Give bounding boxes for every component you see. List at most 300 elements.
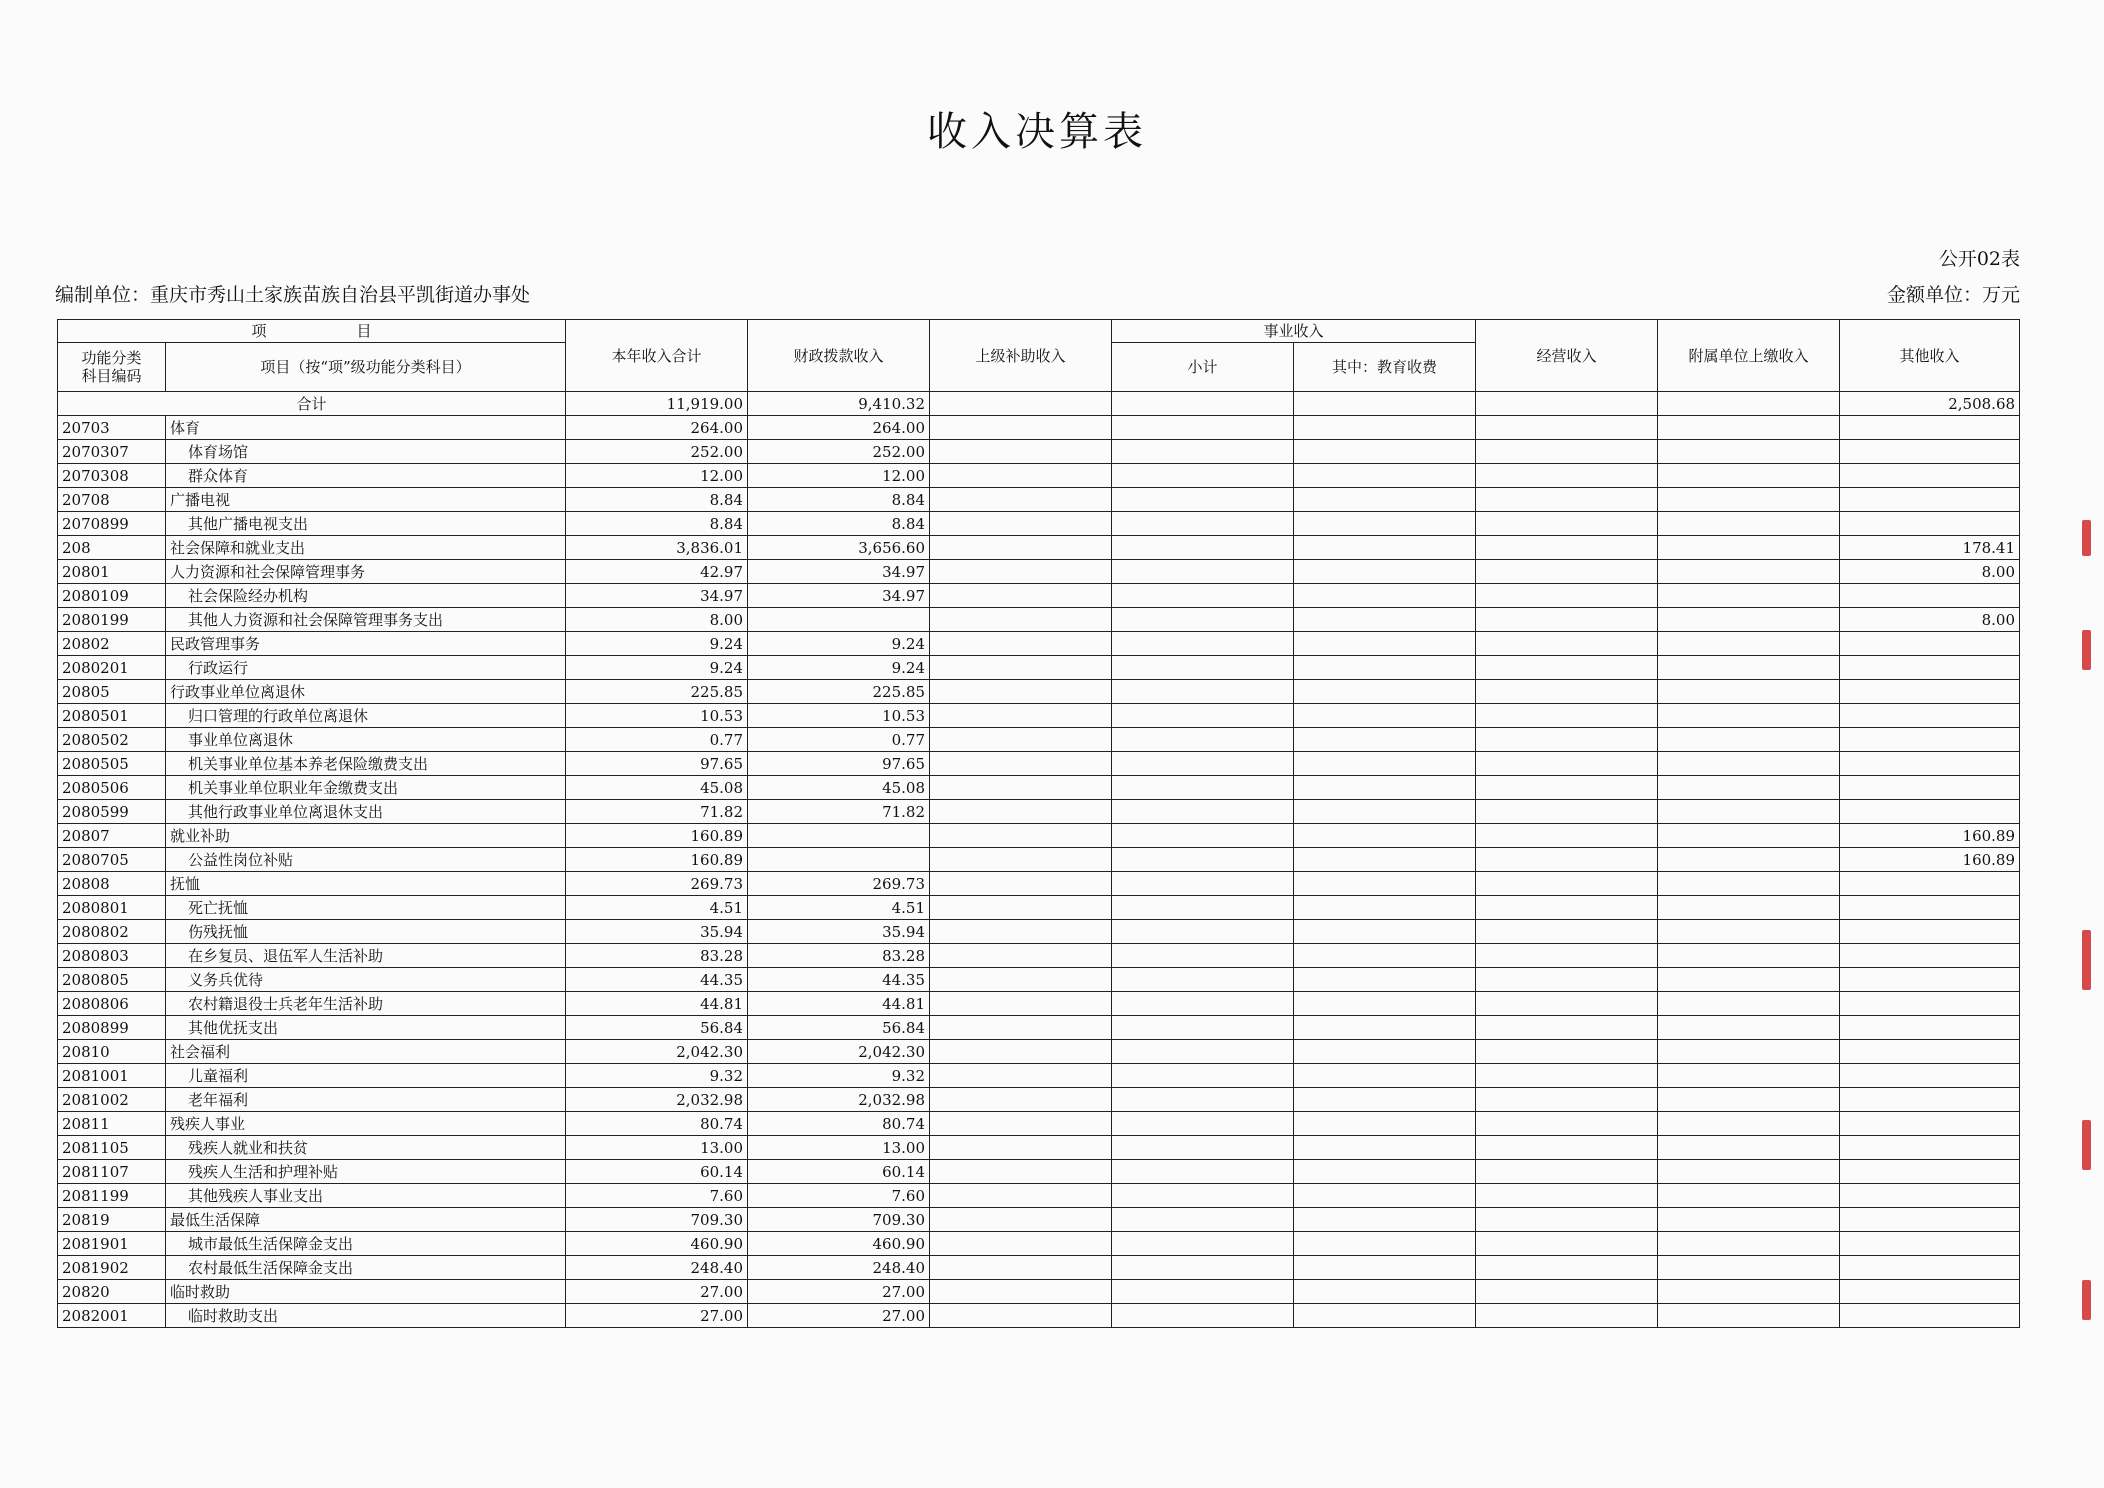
row-other-cell xyxy=(1840,1016,2020,1040)
row-name-cell: 群众体育 xyxy=(166,464,566,488)
row-fiscal-cell: 460.90 xyxy=(748,1232,930,1256)
table-row xyxy=(58,512,2020,536)
row-other-cell xyxy=(1840,1136,2020,1160)
row-edu-cell xyxy=(1294,1040,1476,1064)
row-edu-cell xyxy=(1294,536,1476,560)
row-other-cell xyxy=(1840,1088,2020,1112)
table-row xyxy=(58,776,2020,800)
row-total-cell: 0.77 xyxy=(566,728,748,752)
row-edu-cell xyxy=(1294,1016,1476,1040)
row-superior-cell xyxy=(930,1256,1112,1280)
row-total-cell: 27.00 xyxy=(566,1304,748,1328)
row-total-cell: 4.51 xyxy=(566,896,748,920)
table-row xyxy=(58,464,2020,488)
row-fiscal-cell xyxy=(748,824,930,848)
row-superior-cell xyxy=(930,608,1112,632)
row-operating-cell xyxy=(1476,752,1658,776)
row-name-cell: 儿童福利 xyxy=(166,1064,566,1088)
table-row xyxy=(58,1088,2020,1112)
row-fiscal-cell: 60.14 xyxy=(748,1160,930,1184)
row-edu-cell xyxy=(1294,488,1476,512)
table-row xyxy=(58,416,2020,440)
row-affiliated-cell xyxy=(1658,1304,1840,1328)
row-name-cell: 体育 xyxy=(166,416,566,440)
row-edu-cell xyxy=(1294,608,1476,632)
seal-fragment xyxy=(2082,930,2091,990)
row-affiliated-cell xyxy=(1658,704,1840,728)
row-operating-cell xyxy=(1476,584,1658,608)
row-total-cell: 264.00 xyxy=(566,416,748,440)
row-operating-cell xyxy=(1476,632,1658,656)
total-label: 合计 xyxy=(58,392,566,416)
row-affiliated-cell xyxy=(1658,1016,1840,1040)
row-total-cell: 27.00 xyxy=(566,1280,748,1304)
other-income-header: 其他收入 xyxy=(1840,320,2020,392)
row-subtotal-cell xyxy=(1112,800,1294,824)
row-total-cell: 9.24 xyxy=(566,656,748,680)
row-superior-cell xyxy=(930,1208,1112,1232)
row-other-cell xyxy=(1840,680,2020,704)
row-subtotal-cell xyxy=(1112,512,1294,536)
row-superior-cell xyxy=(930,800,1112,824)
total-income-header: 本年收入合计 xyxy=(566,320,748,392)
row-fiscal-cell: 97.65 xyxy=(748,752,930,776)
preparing-unit: 编制单位：重庆市秀山土家族苗族自治县平凯街道办事处 xyxy=(55,284,531,306)
row-other-cell xyxy=(1840,968,2020,992)
table-row xyxy=(58,824,2020,848)
row-operating-cell xyxy=(1476,1088,1658,1112)
table-row xyxy=(58,1208,2020,1232)
row-name-cell: 机关事业单位基本养老保险缴费支出 xyxy=(166,752,566,776)
row-superior-cell xyxy=(930,1040,1112,1064)
row-edu-cell xyxy=(1294,848,1476,872)
table-row xyxy=(58,608,2020,632)
table-row xyxy=(58,1184,2020,1208)
row-edu-cell xyxy=(1294,1208,1476,1232)
row-fiscal-cell: 252.00 xyxy=(748,440,930,464)
row-superior-cell xyxy=(930,1232,1112,1256)
row-code-cell: 20802 xyxy=(58,632,166,656)
row-code-cell: 2080506 xyxy=(58,776,166,800)
table-row xyxy=(58,1040,2020,1064)
row-operating-cell xyxy=(1476,416,1658,440)
row-edu-cell xyxy=(1294,560,1476,584)
row-fiscal-cell: 83.28 xyxy=(748,944,930,968)
row-affiliated-cell xyxy=(1658,440,1840,464)
row-superior-cell xyxy=(930,1064,1112,1088)
row-operating-cell xyxy=(1476,560,1658,584)
row-total-cell: 60.14 xyxy=(566,1160,748,1184)
row-edu-cell xyxy=(1294,776,1476,800)
row-fiscal-cell: 34.97 xyxy=(748,584,930,608)
row-operating-cell xyxy=(1476,440,1658,464)
row-name-cell: 残疾人生活和护理补贴 xyxy=(166,1160,566,1184)
row-code-cell: 20708 xyxy=(58,488,166,512)
row-total-cell: 7.60 xyxy=(566,1184,748,1208)
income-table xyxy=(57,319,2020,1328)
total-income-cell: 11,919.00 xyxy=(566,392,748,416)
table-row xyxy=(58,920,2020,944)
row-subtotal-cell xyxy=(1112,464,1294,488)
total-row xyxy=(58,392,2020,416)
row-operating-cell xyxy=(1476,896,1658,920)
table-code: 公开02表 xyxy=(1938,248,2020,270)
row-code-cell: 2070308 xyxy=(58,464,166,488)
row-name-cell: 机关事业单位职业年金缴费支出 xyxy=(166,776,566,800)
row-other-cell xyxy=(1840,776,2020,800)
row-affiliated-cell xyxy=(1658,944,1840,968)
row-name-cell: 伤残抚恤 xyxy=(166,920,566,944)
row-operating-cell xyxy=(1476,704,1658,728)
row-edu-cell xyxy=(1294,944,1476,968)
row-code-cell: 2081901 xyxy=(58,1232,166,1256)
row-superior-cell xyxy=(930,1160,1112,1184)
row-affiliated-cell xyxy=(1658,848,1840,872)
row-total-cell: 160.89 xyxy=(566,824,748,848)
row-operating-cell xyxy=(1476,656,1658,680)
row-subtotal-cell xyxy=(1112,1304,1294,1328)
row-subtotal-cell xyxy=(1112,896,1294,920)
row-subtotal-cell xyxy=(1112,680,1294,704)
row-subtotal-cell xyxy=(1112,608,1294,632)
row-name-cell: 行政运行 xyxy=(166,656,566,680)
row-superior-cell xyxy=(930,416,1112,440)
total-superior-cell xyxy=(930,392,1112,416)
row-fiscal-cell: 7.60 xyxy=(748,1184,930,1208)
row-superior-cell xyxy=(930,1184,1112,1208)
row-subtotal-cell xyxy=(1112,752,1294,776)
row-code-cell: 2081107 xyxy=(58,1160,166,1184)
row-affiliated-cell xyxy=(1658,1256,1840,1280)
row-affiliated-cell xyxy=(1658,896,1840,920)
row-total-cell: 8.84 xyxy=(566,512,748,536)
total-operating-cell xyxy=(1476,392,1658,416)
row-operating-cell xyxy=(1476,680,1658,704)
row-total-cell: 9.24 xyxy=(566,632,748,656)
row-subtotal-cell xyxy=(1112,824,1294,848)
row-fiscal-cell: 9.24 xyxy=(748,656,930,680)
row-fiscal-cell: 264.00 xyxy=(748,416,930,440)
row-superior-cell xyxy=(930,824,1112,848)
row-edu-cell xyxy=(1294,440,1476,464)
row-affiliated-cell xyxy=(1658,1160,1840,1184)
row-name-cell: 社会福利 xyxy=(166,1040,566,1064)
row-superior-cell xyxy=(930,1280,1112,1304)
row-total-cell: 460.90 xyxy=(566,1232,748,1256)
table-row xyxy=(58,800,2020,824)
row-affiliated-cell xyxy=(1658,608,1840,632)
total-affiliated-cell xyxy=(1658,392,1840,416)
row-other-cell xyxy=(1840,896,2020,920)
row-fiscal-cell: 44.81 xyxy=(748,992,930,1016)
row-affiliated-cell xyxy=(1658,416,1840,440)
row-total-cell: 44.81 xyxy=(566,992,748,1016)
row-superior-cell xyxy=(930,560,1112,584)
row-total-cell: 56.84 xyxy=(566,1016,748,1040)
row-affiliated-cell xyxy=(1658,536,1840,560)
row-edu-cell xyxy=(1294,1088,1476,1112)
row-total-cell: 269.73 xyxy=(566,872,748,896)
row-fiscal-cell: 8.84 xyxy=(748,488,930,512)
row-other-cell xyxy=(1840,752,2020,776)
page-title: 收入决算表 xyxy=(927,109,1147,155)
row-operating-cell xyxy=(1476,1016,1658,1040)
row-code-cell: 2080805 xyxy=(58,968,166,992)
row-superior-cell xyxy=(930,752,1112,776)
table-row xyxy=(58,728,2020,752)
row-code-cell: 208 xyxy=(58,536,166,560)
row-name-cell: 在乡复员、退伍军人生活补助 xyxy=(166,944,566,968)
row-operating-cell xyxy=(1476,920,1658,944)
row-edu-cell xyxy=(1294,1160,1476,1184)
row-superior-cell xyxy=(930,776,1112,800)
row-other-cell xyxy=(1840,440,2020,464)
row-edu-cell xyxy=(1294,872,1476,896)
row-affiliated-cell xyxy=(1658,728,1840,752)
row-affiliated-cell xyxy=(1658,800,1840,824)
row-affiliated-cell xyxy=(1658,488,1840,512)
row-total-cell: 10.53 xyxy=(566,704,748,728)
table-row xyxy=(58,1160,2020,1184)
item-name-header: 项目（按“项”级功能分类科目） xyxy=(166,343,566,392)
row-affiliated-cell xyxy=(1658,920,1840,944)
row-affiliated-cell xyxy=(1658,1208,1840,1232)
row-edu-cell xyxy=(1294,1304,1476,1328)
total-fiscal-cell: 9,410.32 xyxy=(748,392,930,416)
row-fiscal-cell: 248.40 xyxy=(748,1256,930,1280)
row-name-cell: 临时救助支出 xyxy=(166,1304,566,1328)
row-operating-cell xyxy=(1476,1256,1658,1280)
row-fiscal-cell: 34.97 xyxy=(748,560,930,584)
table-row xyxy=(58,704,2020,728)
row-name-cell: 社会保险经办机构 xyxy=(166,584,566,608)
row-other-cell xyxy=(1840,488,2020,512)
row-operating-cell xyxy=(1476,608,1658,632)
row-total-cell: 13.00 xyxy=(566,1136,748,1160)
row-subtotal-cell xyxy=(1112,848,1294,872)
row-other-cell xyxy=(1840,632,2020,656)
table-row xyxy=(58,560,2020,584)
row-superior-cell xyxy=(930,896,1112,920)
total-edu-cell xyxy=(1294,392,1476,416)
row-code-cell: 2081902 xyxy=(58,1256,166,1280)
row-code-cell: 20805 xyxy=(58,680,166,704)
row-affiliated-cell xyxy=(1658,1232,1840,1256)
operating-header: 经营收入 xyxy=(1476,320,1658,392)
table-row xyxy=(58,1064,2020,1088)
row-fiscal-cell: 9.32 xyxy=(748,1064,930,1088)
row-other-cell xyxy=(1840,1304,2020,1328)
row-edu-cell xyxy=(1294,1280,1476,1304)
row-code-cell: 2080806 xyxy=(58,992,166,1016)
row-edu-cell xyxy=(1294,800,1476,824)
row-fiscal-cell: 2,032.98 xyxy=(748,1088,930,1112)
row-name-cell: 民政管理事务 xyxy=(166,632,566,656)
seal-fragment xyxy=(2082,630,2091,670)
table-row xyxy=(58,656,2020,680)
row-superior-cell xyxy=(930,488,1112,512)
row-fiscal-cell: 45.08 xyxy=(748,776,930,800)
row-total-cell: 2,032.98 xyxy=(566,1088,748,1112)
fiscal-header: 财政拨款收入 xyxy=(748,320,930,392)
row-name-cell: 广播电视 xyxy=(166,488,566,512)
row-total-cell: 12.00 xyxy=(566,464,748,488)
row-operating-cell xyxy=(1476,968,1658,992)
row-operating-cell xyxy=(1476,1136,1658,1160)
row-fiscal-cell: 8.84 xyxy=(748,512,930,536)
row-code-cell: 2080505 xyxy=(58,752,166,776)
row-total-cell: 44.35 xyxy=(566,968,748,992)
row-operating-cell xyxy=(1476,512,1658,536)
total-subtotal-cell xyxy=(1112,392,1294,416)
row-operating-cell xyxy=(1476,1160,1658,1184)
row-superior-cell xyxy=(930,656,1112,680)
row-fiscal-cell: 269.73 xyxy=(748,872,930,896)
row-edu-cell xyxy=(1294,824,1476,848)
row-code-cell: 2070307 xyxy=(58,440,166,464)
row-subtotal-cell xyxy=(1112,992,1294,1016)
row-other-cell: 8.00 xyxy=(1840,608,2020,632)
row-affiliated-cell xyxy=(1658,1136,1840,1160)
row-operating-cell xyxy=(1476,536,1658,560)
row-name-cell: 临时救助 xyxy=(166,1280,566,1304)
row-superior-cell xyxy=(930,944,1112,968)
table-row xyxy=(58,944,2020,968)
row-operating-cell xyxy=(1476,872,1658,896)
row-operating-cell xyxy=(1476,1112,1658,1136)
row-operating-cell xyxy=(1476,1064,1658,1088)
row-code-cell: 2080201 xyxy=(58,656,166,680)
row-superior-cell xyxy=(930,1112,1112,1136)
row-operating-cell xyxy=(1476,464,1658,488)
row-other-cell xyxy=(1840,1208,2020,1232)
row-other-cell xyxy=(1840,1040,2020,1064)
row-affiliated-cell xyxy=(1658,464,1840,488)
table-row xyxy=(58,632,2020,656)
row-total-cell: 45.08 xyxy=(566,776,748,800)
row-total-cell: 252.00 xyxy=(566,440,748,464)
row-other-cell: 8.00 xyxy=(1840,560,2020,584)
row-edu-cell xyxy=(1294,416,1476,440)
row-operating-cell xyxy=(1476,1304,1658,1328)
row-name-cell: 其他人力资源和社会保障管理事务支出 xyxy=(166,608,566,632)
row-fiscal-cell: 9.24 xyxy=(748,632,930,656)
row-name-cell: 最低生活保障 xyxy=(166,1208,566,1232)
row-subtotal-cell xyxy=(1112,1088,1294,1112)
table-row xyxy=(58,1112,2020,1136)
row-fiscal-cell: 709.30 xyxy=(748,1208,930,1232)
row-affiliated-cell xyxy=(1658,968,1840,992)
row-affiliated-cell xyxy=(1658,992,1840,1016)
row-fiscal-cell: 71.82 xyxy=(748,800,930,824)
table-row xyxy=(58,1280,2020,1304)
row-affiliated-cell xyxy=(1658,776,1840,800)
row-other-cell: 160.89 xyxy=(1840,848,2020,872)
row-subtotal-cell xyxy=(1112,872,1294,896)
row-other-cell xyxy=(1840,920,2020,944)
row-code-cell: 2080802 xyxy=(58,920,166,944)
table-row xyxy=(58,848,2020,872)
row-other-cell xyxy=(1840,584,2020,608)
row-subtotal-cell xyxy=(1112,1112,1294,1136)
row-total-cell: 9.32 xyxy=(566,1064,748,1088)
row-name-cell: 体育场馆 xyxy=(166,440,566,464)
table-row xyxy=(58,1304,2020,1328)
row-code-cell: 2080705 xyxy=(58,848,166,872)
row-subtotal-cell xyxy=(1112,1184,1294,1208)
row-subtotal-cell xyxy=(1112,1136,1294,1160)
row-edu-cell xyxy=(1294,1232,1476,1256)
row-code-cell: 2081199 xyxy=(58,1184,166,1208)
row-name-cell: 义务兵优待 xyxy=(166,968,566,992)
row-operating-cell xyxy=(1476,1184,1658,1208)
row-other-cell xyxy=(1840,872,2020,896)
row-subtotal-cell xyxy=(1112,440,1294,464)
row-total-cell: 8.84 xyxy=(566,488,748,512)
row-total-cell: 225.85 xyxy=(566,680,748,704)
row-fiscal-cell: 0.77 xyxy=(748,728,930,752)
row-superior-cell xyxy=(930,512,1112,536)
row-total-cell: 709.30 xyxy=(566,1208,748,1232)
row-name-cell: 行政事业单位离退休 xyxy=(166,680,566,704)
row-superior-cell xyxy=(930,920,1112,944)
row-total-cell: 83.28 xyxy=(566,944,748,968)
row-subtotal-cell xyxy=(1112,1160,1294,1184)
row-operating-cell xyxy=(1476,800,1658,824)
row-superior-cell xyxy=(930,1136,1112,1160)
row-code-cell: 20820 xyxy=(58,1280,166,1304)
row-superior-cell xyxy=(930,992,1112,1016)
row-edu-cell xyxy=(1294,1184,1476,1208)
row-code-cell: 20801 xyxy=(58,560,166,584)
row-subtotal-cell xyxy=(1112,920,1294,944)
row-affiliated-cell xyxy=(1658,1112,1840,1136)
row-edu-cell xyxy=(1294,464,1476,488)
row-superior-cell xyxy=(930,440,1112,464)
row-fiscal-cell: 225.85 xyxy=(748,680,930,704)
row-other-cell xyxy=(1840,728,2020,752)
row-superior-cell xyxy=(930,1088,1112,1112)
row-operating-cell xyxy=(1476,728,1658,752)
row-other-cell xyxy=(1840,464,2020,488)
row-affiliated-cell xyxy=(1658,1184,1840,1208)
row-subtotal-cell xyxy=(1112,560,1294,584)
row-total-cell: 35.94 xyxy=(566,920,748,944)
row-affiliated-cell xyxy=(1658,656,1840,680)
row-code-cell: 20808 xyxy=(58,872,166,896)
row-fiscal-cell: 80.74 xyxy=(748,1112,930,1136)
row-name-cell: 残疾人事业 xyxy=(166,1112,566,1136)
row-operating-cell xyxy=(1476,1280,1658,1304)
row-edu-cell xyxy=(1294,968,1476,992)
row-subtotal-cell xyxy=(1112,776,1294,800)
row-code-cell: 2080501 xyxy=(58,704,166,728)
row-code-cell: 20811 xyxy=(58,1112,166,1136)
row-affiliated-cell xyxy=(1658,560,1840,584)
row-code-cell: 2080801 xyxy=(58,896,166,920)
row-operating-cell xyxy=(1476,1232,1658,1256)
row-fiscal-cell: 27.00 xyxy=(748,1280,930,1304)
row-other-cell: 160.89 xyxy=(1840,824,2020,848)
row-name-cell: 其他行政事业单位离退休支出 xyxy=(166,800,566,824)
row-subtotal-cell xyxy=(1112,1040,1294,1064)
row-other-cell xyxy=(1840,1232,2020,1256)
row-other-cell xyxy=(1840,704,2020,728)
row-other-cell xyxy=(1840,1160,2020,1184)
row-affiliated-cell xyxy=(1658,680,1840,704)
row-fiscal-cell: 44.35 xyxy=(748,968,930,992)
row-affiliated-cell xyxy=(1658,824,1840,848)
